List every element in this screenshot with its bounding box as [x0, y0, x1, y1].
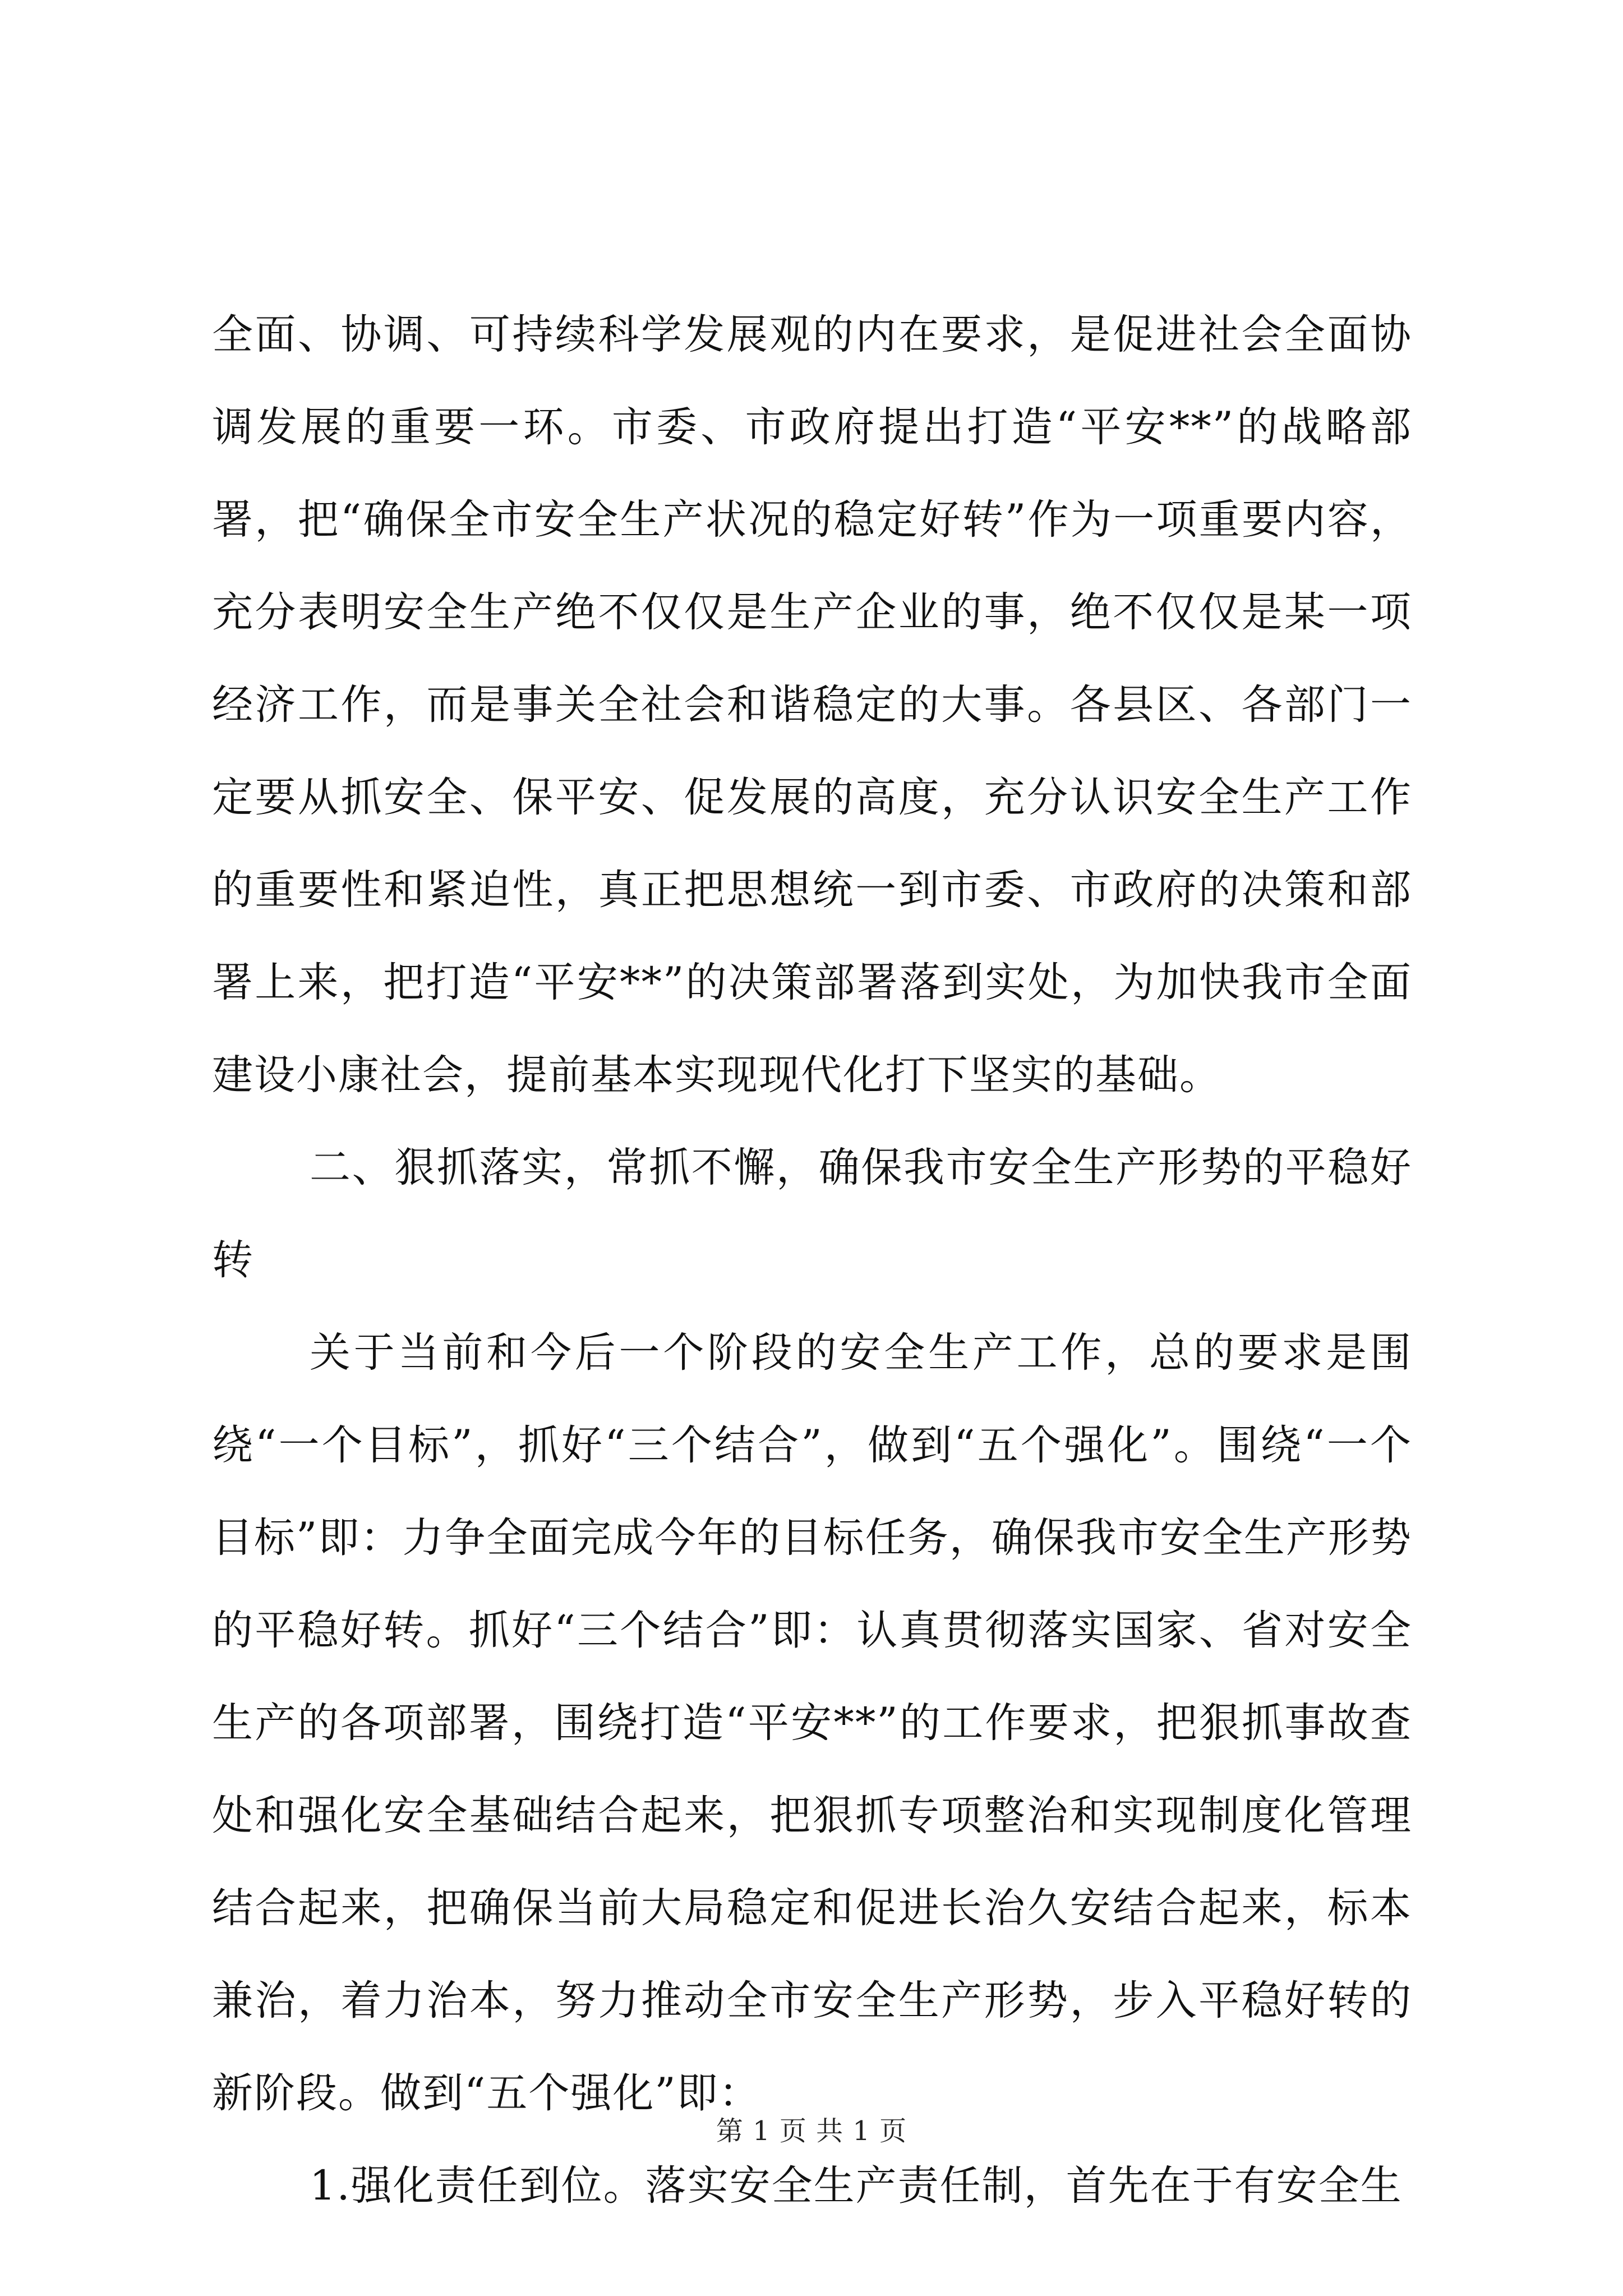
paragraph-1: 全面、协调、可持续科学发展观的内在要求，是促进社会全面协调发展的重要一环。市委、市政府提出打造“平安**”的战略部署，把“确保全市安全生产状况的稳定好转”作为一项重要内容，充分表明安全生产绝不仅仅是生产企业的事，绝不仅仅是某一项经济工作，而是事关全社会和谐稳定的大事。各县区、各部门一定要从抓安全、保平安、促发展的高度，充分认识安全生产工作的重要性和紧迫性，真正把思想统一到市委、市政府的决策和部署上来，把打造“平安**”的决策部署落到实处，为加快我市全面建设小康社会，提前基本实现现代化打下坚实的基础。 [212, 311, 1412, 1099]
section-heading-2: 二、狠抓落实，常抓不懈，确保我市安全生产形势的平稳好转 [212, 1144, 1412, 1284]
page-footer: 第 1 页 共 1 页 [716, 2115, 907, 2147]
paragraph-4: 1.强化责任到位。落实安全生产责任制，首先在于有安全生 [310, 2162, 1403, 2210]
paragraph-3: 关于当前和今后一个阶段的安全生产工作，总的要求是围绕“一个目标”，抓好“三个结合”，做到“五个强化”。围绕“一个目标”即：力争全面完成今年的目标任务，确保我市安全生产形势的平稳好转。抓好“三个结合”即：认真贯彻落实国家、省对安全生产的各项部署，围绕打造“平安**”的工作要求，把狠抓事故查处和强化安全基础结合起来，把狠抓专项整治和实现制度化管理结合起来，把确保当前大局稳定和促进长治久安结合起来，标本兼治，着力治本，努力推动全市安全生产形势，步入平稳好转的新阶段。做到“五个强化”即： [212, 1329, 1412, 2117]
body-text [212, 288, 1412, 2232]
